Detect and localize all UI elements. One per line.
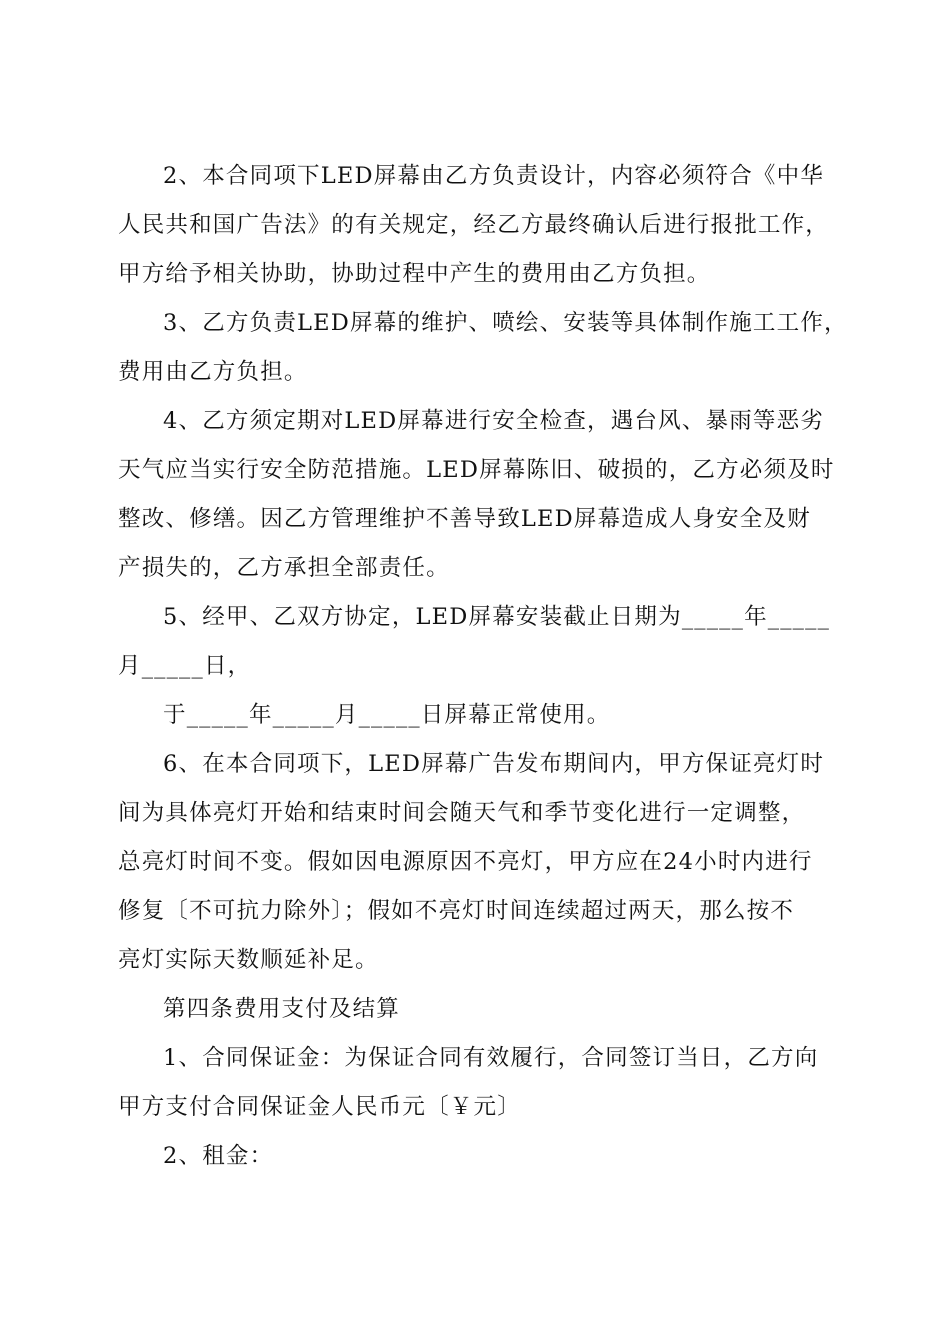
article-4-title: 第四条费用支付及结算 [163,996,401,1022]
clause-3-line-2: 费用由乙方负担。 [118,359,308,385]
clause-6-line-1: 6、在本合同项下，LED屏幕广告发布期间内，甲方保证亮灯时 [163,751,825,777]
clause-6-line-2: 间为具体亮灯开始和结束时间会随天气和季节变化进行一定调整， [118,800,806,826]
clause-2-paragraph [118,152,834,299]
clause-4-line-2: 天气应当实行安全防范措施。LED屏幕陈旧、破损的，乙方必须及时 [118,457,835,483]
clause-2-line-2: 人民共和国广告法》的有关规定，经乙方最终确认后进行报批工作， [118,212,830,238]
clause-5-line-1: 5、经甲、乙双方协定，LED屏幕安装截止日期为_____年_____ [163,604,831,630]
clause-4-line-4: 产损失的，乙方承担全部责任。 [118,555,450,581]
clause-2-line-1: 2、本合同项下LED屏幕由乙方负责设计，内容必须符合《中华 [163,163,825,189]
clause-5-usage-date [118,691,834,740]
article-4-clause-1-line-1: 1、合同保证金：为保证合同有效履行，合同签订当日，乙方向 [163,1045,819,1071]
clause-6-line-3: 总亮灯时间不变。假如因电源原因不亮灯，甲方应在24小时内进行 [118,849,813,875]
clause-4-line-1: 4、乙方须定期对LED屏幕进行安全检查，遇台风、暴雨等恶劣 [163,408,825,434]
document-page [118,152,848,1181]
clause-2-line-3: 甲方给予相关协助，协助过程中产生的费用由乙方负担。 [118,261,711,287]
clause-3-paragraph [118,299,848,397]
clause-5-line-2: 月_____日， [118,653,252,679]
clause-4-paragraph [118,397,834,593]
clause-6-paragraph [118,740,834,985]
article-4-clause-1-line-2: 甲方支付合同保证金人民币元〔￥元〕 [118,1094,521,1120]
clause-5-usage-line: 于_____年_____月_____日屏幕正常使用。 [163,702,611,728]
clause-5-paragraph [118,593,834,691]
article-4-clause-2-paragraph [118,1132,834,1181]
article-4-clause-2-line-1: 2、租金： [163,1143,274,1169]
clause-6-line-4: 修复〔不可抗力除外〕；假如不亮灯时间连续超过两天，那么按不 [118,898,795,924]
clause-6-line-5: 亮灯实际天数顺延补足。 [118,947,379,973]
article-4-clause-1-paragraph [118,1034,834,1132]
clause-3-line-1: 3、乙方负责LED屏幕的维护、喷绘、安装等具体制作施工工作， [163,310,848,336]
clause-4-line-3: 整改、修缮。因乙方管理维护不善导致LED屏幕造成人身安全及财 [118,506,811,532]
